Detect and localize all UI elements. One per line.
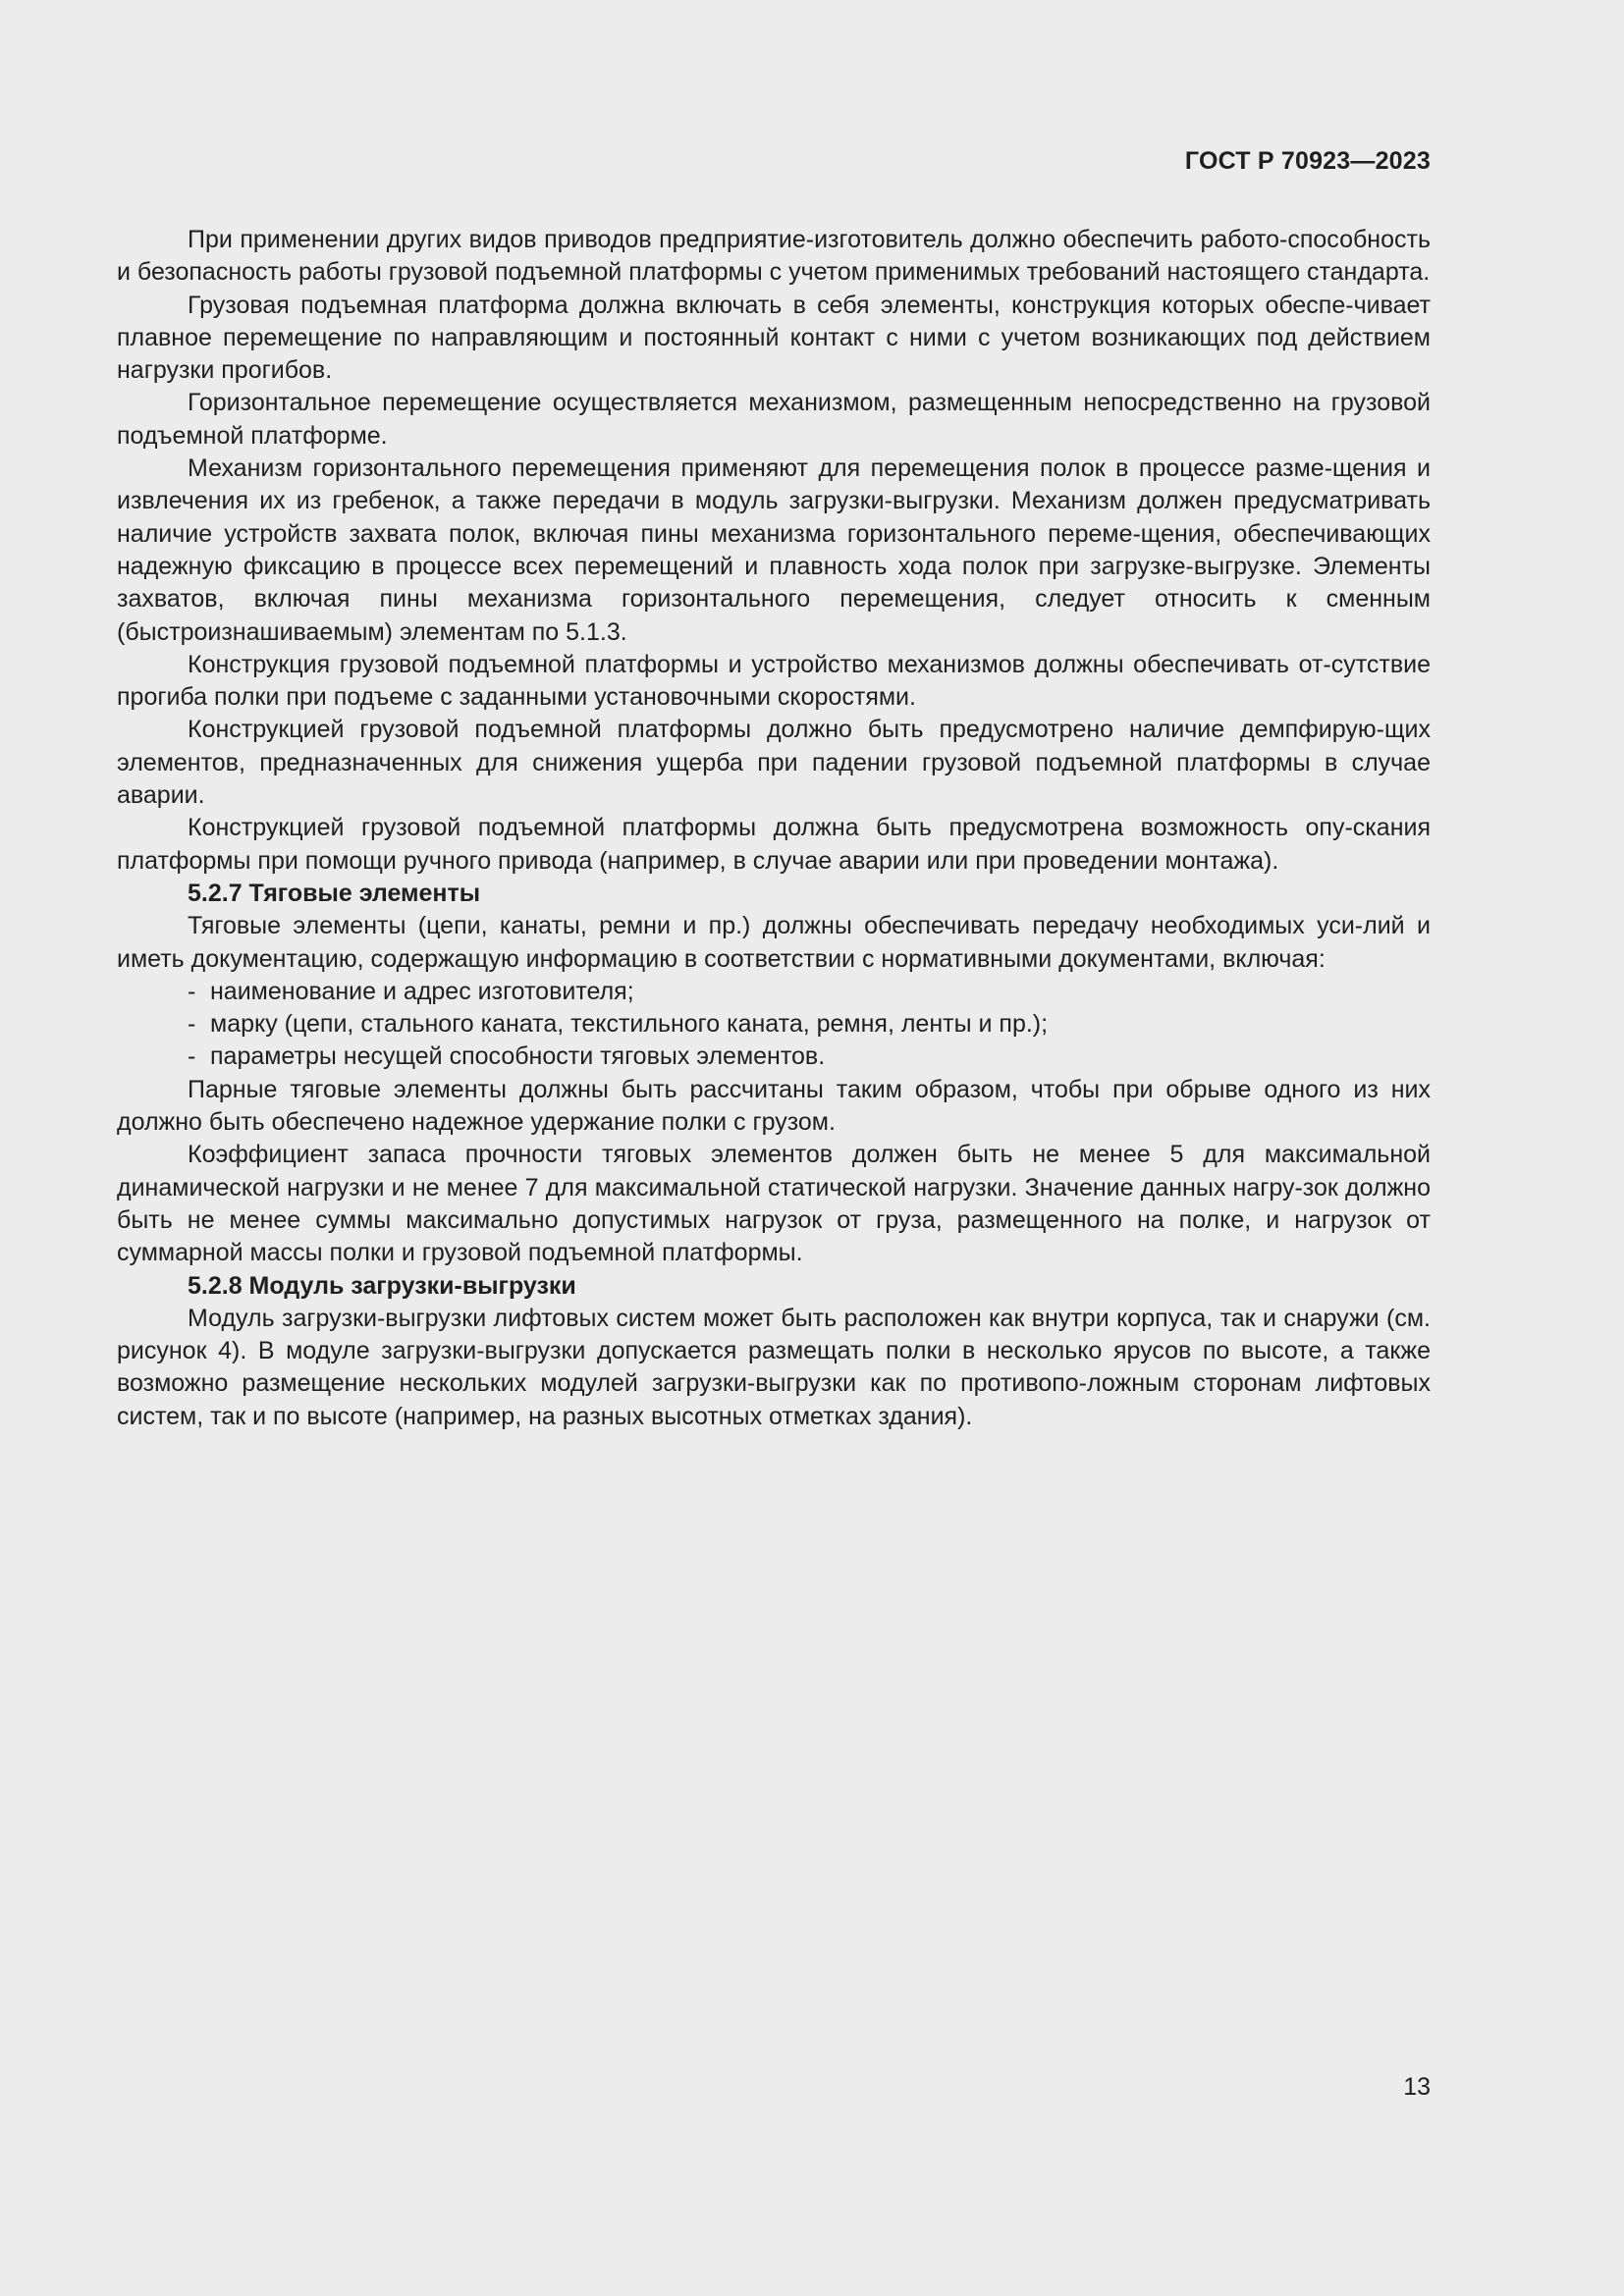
paragraph-other-drives: При применении других видов приводов предприятие-изготовитель должно обеспечить работо-способность и безопасность работы грузовой подъемной платформы с учетом применимых требований настоящего стандарта. bbox=[117, 226, 1431, 287]
list-item bbox=[117, 1008, 1431, 1041]
standard-code-header: ГОСТ Р 70923—2023 bbox=[1184, 147, 1431, 175]
document-body bbox=[117, 224, 1431, 1433]
section-heading-5-2-8: 5.2.8 Модуль загрузки-выгрузки bbox=[188, 1271, 576, 1300]
paragraph-manual-drive: Конструкцией грузовой подъемной платформы должна быть предусмотрена возможность опу-скания платформы при помощи ручного привода (например, в случае аварии или при проведении монтажа). bbox=[117, 814, 1431, 875]
list-dash: - bbox=[188, 1010, 196, 1039]
paragraph-damping-elements: Конструкцией грузовой подъемной платформы должно быть предусмотрено наличие демпфирую-щих элементов, предназначенных для снижения ущерба при падении грузовой подъемной платформы в случае аварии. bbox=[117, 716, 1431, 810]
list-dash: - bbox=[188, 977, 196, 1005]
list-item-text: марку (цепи, стального каната, текстильного каната, ремня, ленты и пр.); bbox=[210, 1010, 1049, 1039]
list-item-text: наименование и адрес изготовителя; bbox=[210, 977, 634, 1005]
paragraph-loading-module: Модуль загрузки-выгрузки лифтовых систем может быть расположен как внутри корпуса, так и снаружи (см. рисунок 4). В модуле загрузки-выгрузки допускается размещать полки в несколько ярусов по высоте, а также возможно размещение нескольких модулей загрузки-выгрузки как по противопо-ложным сторонам лифтовых систем, так и по высоте (например, на разных высотных отметках здания). bbox=[117, 1304, 1431, 1430]
paragraph-traction-elements: Тяговые элементы (цепи, канаты, ремни и пр.) должны обеспечивать передачу необходимых уси-лий и иметь документацию, содержащую информацию в соответствии с нормативными документами, включая: bbox=[117, 912, 1431, 973]
paragraph-horizontal-mechanism: Механизм горизонтального перемещения применяют для перемещения полок в процессе разме-щения и извлечения их из гребенок, а также передачи в модуль загрузки-выгрузки. Механизм должен предусматривать наличие устройств захвата полок, включая пины механизма горизонтального переме-щения, обеспечивающих надежную фиксацию в процессе всех перемещений и плавность хода полок при загрузке-выгрузке. Элементы захватов, включая пины механизма горизонтального перемещения, следует относить к сменным (быстроизнашиваемым) элементам по 5.1.3. bbox=[117, 454, 1431, 646]
page-number: 13 bbox=[1403, 2073, 1431, 2101]
list-dash: - bbox=[188, 1042, 196, 1071]
paragraph-platform-construction: Конструкция грузовой подъемной платформы и устройство механизмов должны обеспечивать от-сутствие прогиба полки при подъеме с заданными установочными скоростями. bbox=[117, 650, 1431, 712]
list-item bbox=[117, 1041, 1431, 1073]
paragraph-safety-factor: Коэффициент запаса прочности тяговых элементов должен быть не менее 5 для максимальной динамической нагрузки и не менее 7 для максимальной статической нагрузки. Значение данных нагру-зок должно быть не менее суммы максимально допустимых нагрузок от груза, размещенного на полке, и нагрузок от суммарной массы полки и грузовой подъемной платформы. bbox=[117, 1141, 1431, 1267]
section-heading-5-2-7: 5.2.7 Тяговые элементы bbox=[188, 879, 481, 907]
paragraph-paired-elements: Парные тяговые элементы должны быть рассчитаны таким образом, чтобы при обрыве одного из них должно быть обеспечено надежное удержание полки с грузом. bbox=[117, 1075, 1431, 1137]
paragraph-horizontal-movement: Горизонтальное перемещение осуществляется механизмом, размещенным непосредственно на грузовой подъемной платформе. bbox=[117, 389, 1431, 450]
list-item-text: параметры несущей способности тяговых элементов. bbox=[210, 1042, 826, 1071]
paragraph-platform-elements: Грузовая подъемная платформа должна включать в себя элементы, конструкция которых обеспе-чивает плавное перемещение по направляющим и постоянный контакт с ними с учетом возникающих под действием нагрузки прогибов. bbox=[117, 291, 1431, 385]
list-item bbox=[117, 976, 1431, 1008]
